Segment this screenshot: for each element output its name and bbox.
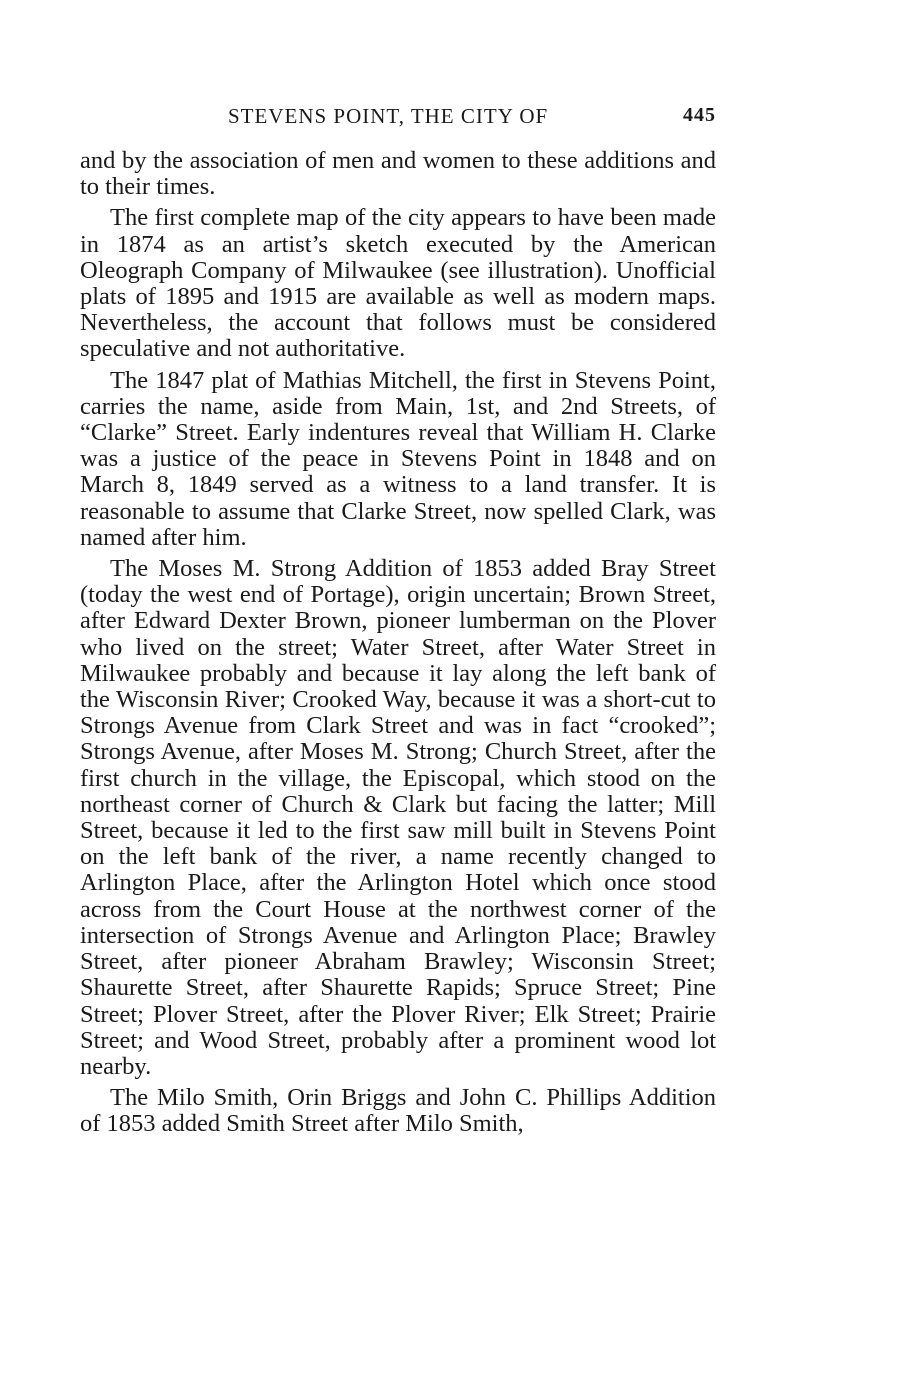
paragraph-mitchell-plat: The 1847 plat of Mathias Mitchell, the first in Stevens Point, carries the name, aside from Main, 1st, and 2nd Streets, of “Clarke” Street. Early indentures reveal that William H. Clarke was a justice of the peace in Stevens Point in 1848 and on March 8, 1849 served as a witness to a land transfer. It is reasonable to assume that Clarke Street, now spelled Clark, was named after him. — [80, 366, 716, 551]
paragraph-first-map: The first complete map of the city appears to have been made in 1874 as an artist’s sketch executed by the American Oleograph Company of Milwaukee (see illustration). Unofficial plats of 1895 and 1915 are available as well as modern maps. Nevertheless, the account that follows must be considered speculative and not authoritative. — [80, 204, 716, 363]
paragraph-smith-briggs-phillips: The Milo Smith, Orin Briggs and John C. Phillips Addition of 1853 added Smith Street after Milo Smith, — [80, 1084, 716, 1138]
body-text — [80, 148, 716, 1138]
book-page — [80, 100, 716, 1138]
running-title: STEVENS POINT, THE CITY OF — [228, 104, 549, 128]
running-header — [80, 100, 716, 136]
paragraph-continued: and by the association of men and women to these additions and to their times. — [80, 147, 716, 201]
paragraph-strong-addition: The Moses M. Strong Addition of 1853 added Bray Street (today the west end of Portage), origin uncertain; Brown Street, after Edward Dexter Brown, pioneer lumberman on the Plover who lived on the street; Water Street, after Water Street in Milwaukee probably and because it lay along the left bank of the Wisconsin River; Crooked Way, because it was a short-cut to Strongs Avenue from Clark Street and was in fact “crooked”; Strongs Avenue, after Moses M. Strong; Church Street, after the first church in the village, the Episcopal, which stood on the northeast corner of Church & Clark but facing the latter; Mill Street, because it led to the first saw mill built in Stevens Point on the left bank of the river, a name recently changed to Arlington Place, after the Arlington Hotel which once stood across from the Court House at the northwest corner of the intersection of Strongs Avenue and Arlington Place; Brawley Street, after pioneer Abraham Brawley; Wisconsin Street; Shaurette Street, after Shaurette Rapids; Spruce Street; Pine Street; Plover Street, after the Plover River; Elk Street; Prairie Street; and Wood Street, probably after a prominent wood lot nearby. — [80, 555, 716, 1080]
page-number: 445 — [683, 104, 716, 126]
